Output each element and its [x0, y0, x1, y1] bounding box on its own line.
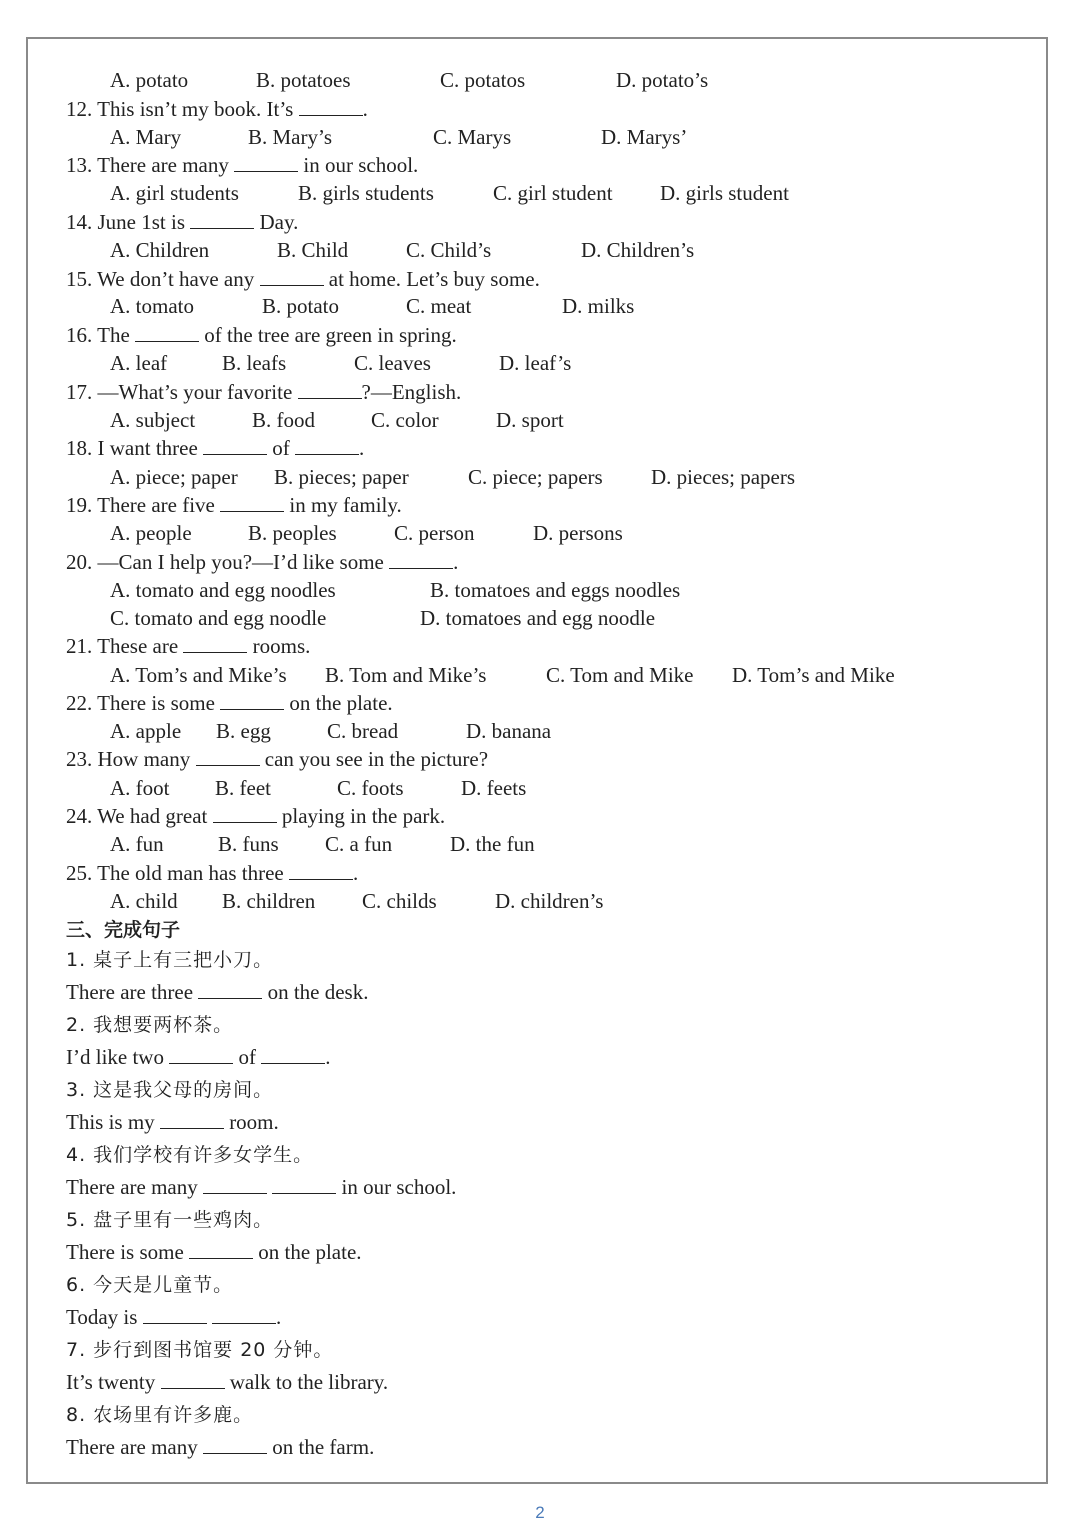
question-text: 15. We don’t have any	[66, 267, 260, 291]
question-text: 20. —Can I help you?—I’d like some	[66, 550, 390, 574]
answer-blank[interactable]	[203, 1435, 267, 1454]
question-stem	[66, 492, 402, 518]
question-text: can you see in the picture?	[259, 747, 489, 771]
sentence-text: walk to the library.	[224, 1370, 389, 1394]
answer-option[interactable]: A. apple	[110, 719, 182, 743]
answer-blank[interactable]	[160, 1110, 224, 1129]
question-stem	[66, 690, 393, 716]
answer-blank[interactable]	[289, 861, 353, 880]
sentence-text: .	[275, 1305, 282, 1329]
answer-option[interactable]: B. potatoes	[256, 68, 351, 92]
answer-option[interactable]: B. tomatoes and eggs noodles	[430, 578, 681, 602]
question-stem	[66, 379, 461, 405]
answer-blank[interactable]	[135, 323, 199, 342]
sentence-text: There are many	[66, 1435, 204, 1459]
answer-option[interactable]: C. foots	[337, 776, 404, 800]
answer-option[interactable]: B. leafs	[222, 351, 287, 375]
question-stem	[66, 209, 298, 235]
question-text: 14. June 1st is	[66, 210, 191, 234]
answer-blank[interactable]	[220, 691, 284, 710]
answer-option[interactable]: A. Mary	[110, 125, 182, 149]
question-text: of	[267, 436, 296, 460]
answer-option[interactable]: A. child	[110, 889, 178, 913]
chinese-prompt: 7. 步行到图书馆要 20 分钟。	[66, 1339, 334, 1361]
chinese-prompt: 2. 我想要两杯茶。	[66, 1014, 234, 1036]
answer-option[interactable]: C. bread	[327, 719, 399, 743]
question-stem	[66, 322, 457, 348]
question-text: 12. This isn’t my book. It’s	[66, 97, 299, 121]
answer-option[interactable]: B. feet	[215, 776, 271, 800]
sentence-text: in our school.	[336, 1175, 457, 1199]
question-text: 24. We had great	[66, 804, 213, 828]
answer-blank[interactable]	[220, 493, 284, 512]
answer-option[interactable]: C. tomato and egg noodle	[110, 606, 327, 630]
answer-option[interactable]: A. fun	[110, 832, 164, 856]
answer-option[interactable]: D. children’s	[495, 889, 604, 913]
answer-option[interactable]: C. color	[371, 408, 439, 432]
answer-blank[interactable]	[143, 1305, 207, 1324]
answer-option[interactable]: A. tomato and egg noodles	[110, 578, 336, 602]
answer-option[interactable]: C. piece; papers	[468, 465, 603, 489]
question-text: 17. —What’s your favorite	[66, 380, 298, 404]
question-text: .	[453, 550, 459, 574]
answer-blank[interactable]	[169, 1045, 233, 1064]
section-title: 三、完成句子	[66, 919, 181, 941]
answer-option[interactable]: C. meat	[406, 294, 472, 318]
answer-blank[interactable]	[183, 634, 247, 653]
chinese-prompt: 1. 桌子上有三把小刀。	[66, 949, 274, 971]
answer-option[interactable]: A. leaf	[110, 351, 168, 375]
question-text: 19. There are five	[66, 493, 221, 517]
question-text: on the plate.	[284, 691, 393, 715]
question-text: 21. These are	[66, 634, 184, 658]
answer-option[interactable]: B. Mary’s	[248, 125, 332, 149]
answer-option[interactable]: C. childs	[362, 889, 437, 913]
sentence-text: Today is	[66, 1305, 143, 1329]
question-text: 25. The old man has three	[66, 861, 289, 885]
sentence-line	[66, 979, 368, 1005]
question-text: playing in the park.	[276, 804, 446, 828]
question-stem	[66, 266, 540, 292]
answer-option[interactable]: C. Marys	[433, 125, 512, 149]
answer-blank[interactable]	[203, 1175, 267, 1194]
sentence-text: on the farm.	[267, 1435, 375, 1459]
answer-option[interactable]: A. Children	[110, 238, 210, 262]
answer-option[interactable]: B. funs	[218, 832, 279, 856]
answer-blank[interactable]	[203, 436, 267, 455]
answer-blank[interactable]	[272, 1175, 336, 1194]
sentence-line	[66, 1239, 362, 1265]
answer-option[interactable]: D. potato’s	[616, 68, 709, 92]
page-number: 2	[535, 1503, 545, 1522]
question-stem	[66, 152, 418, 178]
question-text: in my family.	[284, 493, 402, 517]
question-stem	[66, 96, 368, 122]
question-text: 16. The	[66, 323, 136, 347]
question-text: in our school.	[298, 153, 419, 177]
question-text: 22. There is some	[66, 691, 221, 715]
question-stem	[66, 435, 364, 461]
answer-option[interactable]: B. girls students	[298, 181, 434, 205]
answer-option[interactable]: D. tomatoes and egg noodle	[420, 606, 656, 630]
question-text: .	[359, 436, 365, 460]
question-text: .	[352, 861, 359, 885]
answer-blank[interactable]	[198, 980, 262, 999]
answer-option[interactable]: D. Tom’s and Mike	[732, 663, 895, 687]
answer-option[interactable]: D. the fun	[450, 832, 535, 856]
question-text: of the tree are green in spring.	[199, 323, 457, 347]
answer-blank[interactable]	[299, 97, 363, 116]
answer-option[interactable]: A. potato	[110, 68, 189, 92]
answer-option[interactable]: D. girls student	[660, 181, 789, 205]
sentence-line	[66, 1434, 374, 1460]
question-text: at home. Let’s buy some.	[323, 267, 540, 291]
sentence-text: on the plate.	[253, 1240, 362, 1264]
answer-blank[interactable]	[213, 804, 277, 823]
answer-option[interactable]: D. persons	[533, 521, 623, 545]
question-stem	[66, 803, 445, 829]
sentence-line	[66, 1044, 330, 1070]
sentence-line	[66, 1369, 388, 1395]
answer-blank[interactable]	[161, 1370, 225, 1389]
answer-blank[interactable]	[190, 210, 254, 229]
answer-option[interactable]: C. Child’s	[406, 238, 492, 262]
answer-option[interactable]: A. piece; paper	[110, 465, 238, 489]
answer-option[interactable]: C. leaves	[354, 351, 431, 375]
chinese-prompt: 8. 农场里有许多鹿。	[66, 1404, 254, 1426]
answer-option[interactable]: D. pieces; papers	[651, 465, 796, 489]
question-text: 13. There are many	[66, 153, 235, 177]
answer-option[interactable]: B. Tom and Mike’s	[325, 663, 487, 687]
question-text: 23. How many	[66, 747, 196, 771]
answer-option[interactable]: A. girl students	[110, 181, 239, 205]
sentence-text: of	[233, 1045, 262, 1069]
answer-option[interactable]: D. Children’s	[581, 238, 695, 262]
sentence-text: on the desk.	[262, 980, 369, 1004]
answer-blank[interactable]	[298, 380, 362, 399]
answer-option[interactable]: C. person	[394, 521, 475, 545]
answer-option[interactable]: D. banana	[466, 719, 552, 743]
sentence-text: room.	[223, 1110, 279, 1134]
question-text: Day.	[254, 210, 299, 234]
question-stem	[66, 746, 488, 772]
sentence-line	[66, 1174, 456, 1200]
sentence-text: There are three	[66, 980, 199, 1004]
sentence-text: There is some	[66, 1240, 190, 1264]
chinese-prompt: 3. 这是我父母的房间。	[66, 1079, 274, 1101]
answer-option[interactable]: A. foot	[110, 776, 170, 800]
sentence-text: There are many	[66, 1175, 204, 1199]
answer-blank[interactable]	[261, 1045, 325, 1064]
answer-option[interactable]: B. pieces; paper	[274, 465, 409, 489]
answer-option[interactable]: C. a fun	[325, 832, 393, 856]
answer-option[interactable]: B. Child	[277, 238, 349, 262]
answer-blank[interactable]	[389, 550, 453, 569]
answer-blank[interactable]	[196, 747, 260, 766]
answer-option[interactable]: C. girl student	[493, 181, 613, 205]
answer-blank[interactable]	[234, 153, 298, 172]
question-stem	[66, 860, 358, 886]
answer-option[interactable]: A. subject	[110, 408, 196, 432]
answer-option[interactable]: D. sport	[496, 408, 564, 432]
sentence-line	[66, 1109, 279, 1135]
sentence-line	[66, 1304, 281, 1330]
answer-option[interactable]: C. Tom and Mike	[546, 663, 694, 687]
chinese-prompt: 4. 我们学校有许多女学生。	[66, 1144, 314, 1166]
answer-option[interactable]: D. feets	[461, 776, 527, 800]
answer-option[interactable]: B. potato	[262, 294, 339, 318]
answer-option[interactable]: C. potatos	[440, 68, 526, 92]
answer-blank[interactable]	[189, 1240, 253, 1259]
answer-option[interactable]: A. tomato	[110, 294, 194, 318]
question-stem	[66, 549, 458, 575]
answer-option[interactable]: B. children	[222, 889, 316, 913]
question-text: .	[362, 97, 368, 121]
sentence-text: .	[325, 1045, 331, 1069]
question-text: 18. I want three	[66, 436, 204, 460]
answer-option[interactable]: D. leaf’s	[499, 351, 572, 375]
answer-blank[interactable]	[260, 267, 324, 286]
answer-option[interactable]: B. peoples	[248, 521, 337, 545]
answer-blank[interactable]	[295, 436, 359, 455]
answer-option[interactable]: B. egg	[216, 719, 271, 743]
chinese-prompt: 5. 盘子里有一些鸡肉。	[66, 1209, 274, 1231]
answer-blank[interactable]	[212, 1305, 276, 1324]
question-text: ?—English.	[361, 380, 462, 404]
sentence-text: It’s twenty	[66, 1370, 161, 1394]
chinese-prompt: 6. 今天是儿童节。	[66, 1274, 234, 1296]
answer-option[interactable]: D. Marys’	[601, 125, 688, 149]
sentence-text: I’d like two	[66, 1045, 170, 1069]
answer-option[interactable]: D. milks	[562, 294, 635, 318]
question-text: rooms.	[247, 634, 311, 658]
question-stem	[66, 633, 310, 659]
sentence-text: This is my	[66, 1110, 160, 1134]
answer-option[interactable]: A. Tom’s and Mike’s	[110, 663, 287, 687]
answer-option[interactable]: B. food	[252, 408, 315, 432]
answer-option[interactable]: A. people	[110, 521, 192, 545]
